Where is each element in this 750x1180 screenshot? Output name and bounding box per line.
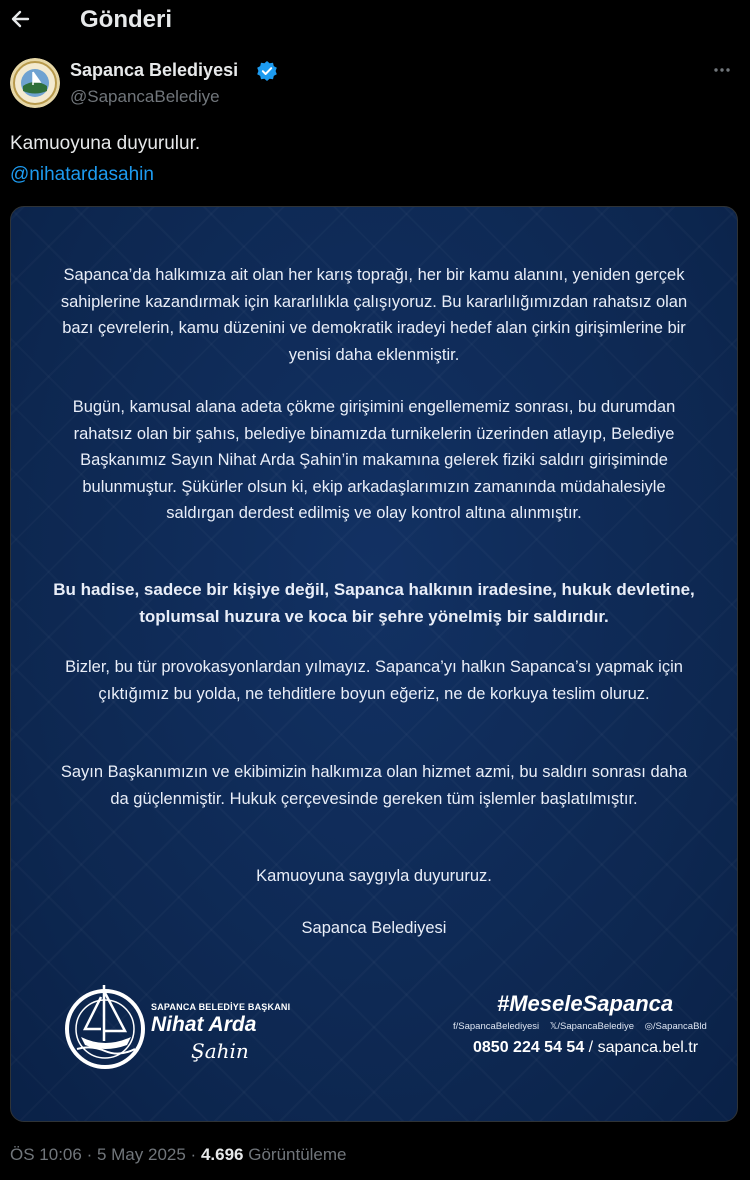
mention-link[interactable]: @nihatardasahin (10, 164, 154, 185)
statement-paragraph-3: Bu hadise, sadece bir kişiye değil, Sapanca halkının iradesine, hukuk devletine, toplumsal huzura ve koca bir şehre yönelmiş bir saldırıdır. (53, 580, 695, 626)
x-icon: 𝕏 (549, 1021, 558, 1032)
statement-paragraph-2: Bugün, kamusal alana adeta çökme girişimini engellememiz sonrası, bu durumdan rahatsız olan bir şahıs, belediye binamızda turnikelerin üzerinden atlayıp, Belediye Başkanımız Sayın Nihat Arda Şahin’in makamına gelerek fiziki saldırı girişiminde bulunmuştur. Şükürler olsun ki, ekip arkadaşlarımızın zamanında müdahalesiyle saldırgan derdest edilmiş ve olay kontrol altına alınmıştır. (72, 398, 676, 522)
tweet-date[interactable]: 5 May 2025 (96, 1145, 186, 1164)
arrow-left-icon (8, 4, 38, 34)
statement-paragraph-4: Bizler, bu tür provokasyonlardan yılmayız. Sapanca’yı halkın Sapanca’sı yapmak için çıktığımız bu yolda, ne tehditlere boyun eğeriz, ne de korkuya teslim oluruz. (65, 658, 683, 703)
more-options-button[interactable] (712, 60, 732, 80)
verified-badge-icon (256, 60, 278, 82)
facebook-icon: f (453, 1021, 456, 1032)
instagram-icon: ◎ (644, 1021, 653, 1032)
page-title: Gönderi (80, 6, 173, 33)
author-name[interactable]: Sapanca Belediyesi (70, 60, 239, 80)
back-button[interactable] (8, 4, 38, 34)
facebook-handle: f/SapancaBelediyesi (453, 1021, 540, 1032)
more-dots-icon (712, 60, 732, 80)
avatar[interactable] (10, 58, 60, 108)
separator: · (190, 1145, 197, 1164)
contact-line (473, 1039, 698, 1057)
x-handle: 𝕏/SapancaBelediye (549, 1021, 634, 1032)
views-label: Görüntüleme (248, 1145, 347, 1164)
municipality-logo-icon (10, 58, 60, 108)
sapanca-emblem-icon (57, 975, 157, 1075)
statement-signature: Sapanca Belediyesi (301, 919, 447, 937)
statement-paragraph-1: Sapanca’da halkımıza ait olan her karış toprağı, her bir kamu alanını, yeniden gerçek sahiplerine kazandırmak için kararlılıkla çalışıyoruz. Bu kararlılığımızdan rahatsız olan bazı çevrelerin, kamu düzenini ve demokratik iradeyi hedef alan çirkin girişimlerine bir yenisi daha eklenmiştir. (60, 266, 688, 364)
author-handle[interactable]: @SapancaBelediye (70, 87, 220, 106)
hashtag: #MeseleSapanca (497, 991, 674, 1016)
phone-number: 0850 224 54 54 (473, 1039, 585, 1056)
emblem-name: Nihat Arda (151, 1013, 257, 1036)
tweet-image[interactable] (10, 206, 738, 1122)
tweet-text: Kamuoyuna duyurulur. (10, 133, 201, 154)
tweet-meta (10, 1145, 347, 1165)
views-count: 4.696 (200, 1145, 244, 1164)
statement-paragraph-6: Kamuoyuna saygıyla duyururuz. (256, 867, 492, 885)
emblem-signature: Şahin (191, 1039, 249, 1063)
instagram-handle: ◎/SapancaBld (644, 1021, 707, 1032)
statement-paragraph-5: Sayın Başkanımızın ve ekibimizin halkımıza olan hizmet azmi, bu saldırı sonrası daha da güçlenmiştir. Hukuk çerçevesinde gereken tüm işlemler başlatılmıştır. (60, 763, 688, 808)
emblem-title: SAPANCA BELEDİYE BAŞKANI (151, 1002, 291, 1012)
social-accounts (453, 1021, 715, 1032)
separator: · (86, 1145, 93, 1164)
website: / sapanca.bel.tr (588, 1039, 699, 1056)
top-bar (0, 0, 750, 42)
tweet-time[interactable]: ÖS 10:06 (10, 1145, 82, 1164)
